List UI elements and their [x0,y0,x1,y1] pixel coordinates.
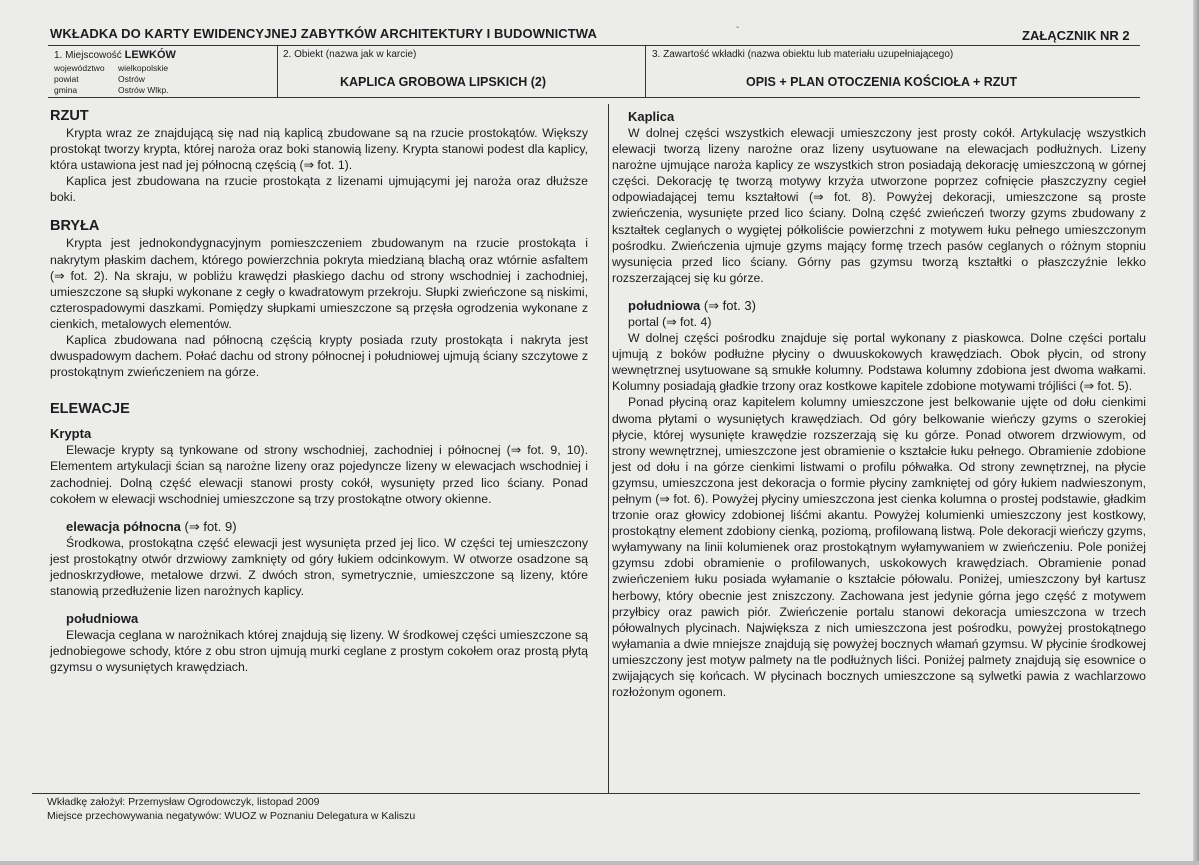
spacer [50,418,588,426]
krypta-paragraph-1: Elewacje krypty są tynkowane od strony wschodniej, zachodniej i północnej (⇒ fot. 9, 10). Elementem artykulacji ścian są narożne lizeny oraz pojedyncze lizeny w elewacjach wschodniej i zachodniej. Dolną część elewacji stanowi prosty cokół, wysunięty przed lico ściany. Ponad cokołem w elewacji wschodniej umieszczone są trzy prostokątne otwory okienne. [50,443,588,506]
north-elevation-ref: (⇒ fot. 9) [184,518,237,534]
chapel-south-heading: południowa [628,297,701,313]
north-elevation-paragraph: Środkowa, prostokątna część elewacji jest wysunięta przed jej lico. W części tej umieszczony jest prostokątny otwór drzwiowy zamknięty od góry łukiem odcinkowym. W otworze osadzone są jednoskrzydłowe, metalowe drzwi. Z dwóch stron, symetrycznie, umieszczone są lizeny, które stanowią przedłużenie lizen narożnych kaplicy. [50,535,588,598]
kaplica-paragraph-1: W dolnej części wszystkich elewacji umieszczony jest prosty cokół. Artykulację wszystkich elewacji tworzą lizeny narożne oraz lizeny usytuowane na elewacjach podłużnych. Lizeny narożne ujmujące naroża kaplicy ze wszystkich stron posiadają dekorację umieszczoną w górnej części. Dekorację tę tworzą motywy krzyża utworzone poprzez cofnięcie płaszczyzny cegieł odpowiadającej temu kształtowi (⇒ fot. 8). Powyżej dekoracji, umieszczone są proste zwieńczenia, wysunięte przed lico ściany. Dolną część zwieńczeń tworzy gzyms zbudowany z kształtek ceglanych o wygiętej półkoliście powierzchni z motywem łuku pełnego umieszczonym pośrodku. Zwieńczenia ujmuje gzyms mający formę trzech pasów ceglanych o różnym stopniu wysunięcia przed lico ściany. Górny pas gzymsu tworzą kształtki o płaszczyźnie lekko rozszerzającej się ku górze. [612,126,1146,285]
insert-content-label: 3. Zawartość wkładki (nazwa obiektu lub materiału uzupełniającego) [652,49,954,60]
header-tick-mark: - [736,22,740,33]
spacer [50,507,588,519]
spacer [50,599,588,611]
table-divider-1 [277,45,278,97]
footer-negatives: Miejsce przechowywania negatywów: WUOZ w Poznaniu Delegatura w Kaliszu [47,810,416,822]
voivodeship-label: województwo [54,63,105,73]
locality-label-group [54,49,176,61]
rzut-heading: RZUT [50,108,89,124]
rzut-paragraph-2: Kaplica jest zbudowana na rzucie prostokąta z lizenami ujmującymi jej naroża oraz dłuższe boki. [50,174,588,205]
voivodeship-value: wielkopolskie [118,63,169,73]
object-value: KAPLICA GROBOWA LIPSKICH (2) [340,75,547,89]
spacer [612,286,1146,298]
locality-label: 1. Miejscowość [54,50,122,61]
table-divider-2 [645,45,646,97]
kaplica-heading: Kaplica [628,109,675,124]
commune-value: Ostrów Wlkp. [118,85,169,95]
chapel-south-heading-line [628,298,1146,314]
chapel-south-ref: (⇒ fot. 3) [703,297,756,313]
north-elevation-heading: elewacja północna [66,518,181,534]
object-label: 2. Obiekt (nazwa jak w karcie) [283,49,417,60]
bryla-heading: BRYŁA [50,218,100,235]
scan-edge-right [1193,0,1199,865]
south-elevation-heading: południowa [66,611,139,627]
portal-line: portal (⇒ fot. 4) [628,314,712,329]
rzut-paragraph-1: Krypta wraz ze znajdującą się nad nią kaplicą zbudowane są na rzucie prostokątów. Większy prostokąt tworzy krypta, której naroża oraz boki stanowią lizeny. Krypta stanowi podest dla kaplicy, która ustawiona jest nad jej północną częścią (⇒ fot. 1). [50,126,588,173]
north-elevation-heading-line [66,519,588,535]
commune-label: gmina [54,85,78,95]
county-value: Ostrów [118,74,145,84]
portal-paragraph-2: Ponad płyciną oraz kapitelem kolumny umieszczone jest belkowanie ujęte od dołu cienkimi dwoma płytami o wysuniętych krawędziach. Od góry belkowanie wieńczy gzyms o szerokiej płycie, której wysunięte krawędzie rozszerzają się ku górze. Ponad otworem drzwiowym, od strony wewnętrznej, umieszczone jest obramienie o kształcie łuku pełnego. Obramienie zdobione jest od dołu i na górze cienkimi listwami o profilu półwałka. Od strony zewnętrznej, na płycie gzymsu, umieszczona jest dekoracja o formie płyciny zamkniętej od góry łukiem nadwieszonym, pełnym (⇒ fot. 6). Powyżej płyciny umieszczona jest cienka kolumna o prostej podstawie, gładkim trzonie oraz głowicy zdobionej liśćmi akantu. Powyżej kolumienki umieszczony jest kostkowy, prostokątny element zdobiony cienką, poziomą, profilowaną listwą. Pole dekoracji wieńczy gzyms, wyłamywany na linii kolumienek oraz prostokątnym wyłamywaniem w zwieńczeniu. Pole poniżej gzymsu zdobi obramienie o profilowanych, uskokowych krawędziach. Obramienie ponad zwieńczeniem łuku posiada wyłamanie o kształcie półowalu. Poniżej, umieszczony był kartusz herbowy, który obecnie jest zniszczony. Zachowana jest jedynie górna jego część z motywem przyłbicy oraz pawich piór. Zwieńczenie portalu stanowi dekoracja umieszczona w trzech półowalnych plycinach. Największa z nich umieszczona jest pośrodku, powyżej prostokątnego wyłamania a dwie mniejsze znajdują się powyżej bocznych włamań gzymsu. W płycinie środkowej umieszczony jest motyw palmety na tle podłużnych liści. Poniżej palmety znajdują się esownice o zwijających się końcach. W płycinach bocznych umieszczone są sylwetki pawia z wachlarzowo rozłożonym ogonem. [612,395,1146,700]
annex-number: ZAŁĄCZNIK NR 2 [1022,28,1130,43]
elewacje-heading: ELEWACJE [50,401,130,418]
locality-value: LEWKÓW [124,49,176,61]
footer-rule [32,793,1140,794]
bryla-paragraph-1: Krypta jest jednokondygnacyjnym pomieszczeniem zbudowanym na rzucie prostokąta i nakrytym płaskim dachem, którego powierzchnia pokryta miedzianą blachą oraz wtórnie asfaltem (⇒ fot. 2). Na skraju, w pobliżu krawędzi płaskiego dachu od strony wschodniej i zachodniej, umieszczone są słupki wykonane z cegły o kwadratowym przekroju. Słupki zwieńczone są niskimi, czterospadowymi daszkami. Pomiędzy słupkami umieszczone są przęsła ogrodzenia wykonane z cienkich, metalowych elementów. [50,236,588,331]
insert-content-value: OPIS + PLAN OTOCZENIA KOŚCIOŁA + RZUT [746,75,1018,89]
right-column [612,109,1146,700]
bryla-paragraph-2: Kaplica zbudowana nad północną częścią krypty posiada rzuty prostokąta i nakryta jest dwuspadowym dachem. Połać dachu od strony północnej i południowej ujmują ściany szczytowe z prostokątnym zwieńczeniem na górze. [50,333,588,380]
scan-edge-bottom [0,861,1199,865]
south-elevation-paragraph: Elewacja ceglana w narożnikach której znajdują się lizeny. W środkowej części umieszczone są jednobiegowe schody, które z obu stron ujmują murki ceglane z prostym cokołem oraz prostą płytą gzymsu o wysuniętych krawędziach. [50,628,588,675]
left-column [50,107,588,675]
county-label: powiat [54,74,79,84]
document-title: WKŁADKA DO KARTY EWIDENCYJNEJ ZABYTKÓW ARCHITEKTURY I BUDOWNICTWA [50,26,597,41]
krypta-heading: Krypta [50,426,92,442]
column-divider [608,104,609,794]
footer-author: Wkładkę założył: Przemysław Ogrodowczyk, listopad 2009 [47,796,320,808]
table-bottom-rule [48,97,1140,98]
spacer [50,380,588,400]
portal-paragraph-1: W dolnej części pośrodku znajduje się portal wykonany z piaskowca. Dolne części portalu ujmują z boków podłużne płyciny o dwuuskokowych krawędziach. Obok płycin, od strony wewnętrznej usytuowane są smukłe kolumny. Podstawa kolumny zdobiona jest dwoma wałkami. Kolumny posiadają gładkie trzony oraz kostkowe kapitele zdobione motywami trójliści (⇒ fot. 5). [612,331,1146,394]
spacer [50,205,588,217]
table-top-rule [48,45,1140,46]
